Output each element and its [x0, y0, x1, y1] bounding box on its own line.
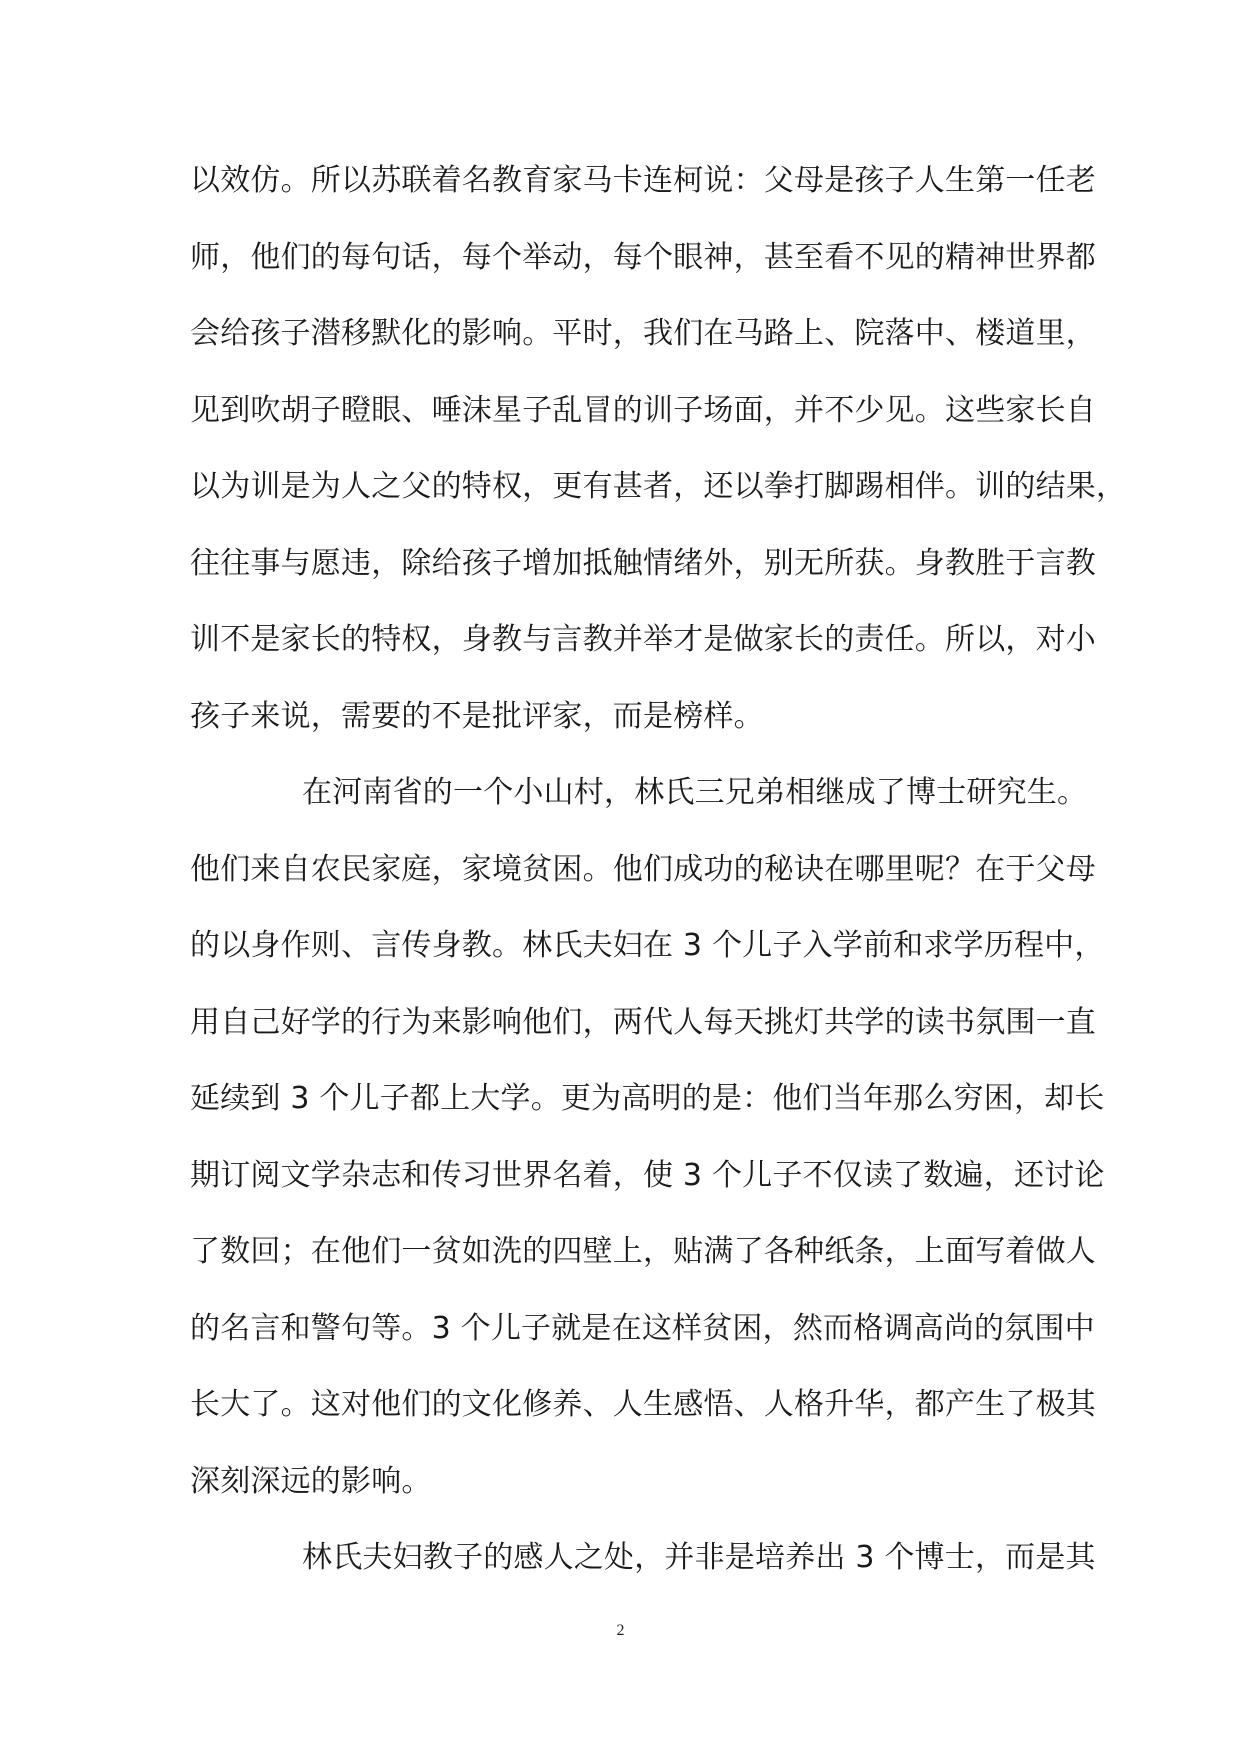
text-line: 了数回；在他们一贫如洗的四壁上，贴满了各种纸条，上面写着做人	[190, 1234, 1096, 1269]
text-line: 长大了。这对他们的文化修养、人生感悟、人格升华，都产生了极其	[190, 1387, 1096, 1422]
text-line: 以为训是为人之父的特权，更有甚者，还以拳打脚踢相伴。训的结果，	[190, 469, 1127, 504]
text-line: 的名言和警句等。3 个儿子就是在这样贫困，然而格调高尚的氛围中	[190, 1310, 1095, 1346]
text-line: 以效仿。所以苏联着名教育家马卡连柯说：父母是孩子人生第一任老	[190, 163, 1096, 198]
text-line: 延续到 3 个儿子都上大学。更为高明的是：他们当年那么穷困，却长	[190, 1081, 1105, 1116]
text-line: 期订阅文学杂志和传习世界名着，使 3 个儿子不仅读了数遍，还讨论	[190, 1157, 1105, 1193]
text-line: 深刻深远的影响。	[190, 1463, 432, 1499]
paragraph-start-line: 在河南省的一个小山村，林氏三兄弟相继成了博士研究生。	[302, 775, 1088, 810]
page-number: 2	[616, 1622, 625, 1639]
text-line: 往往事与愿违，除给孩子增加抵触情绪外，别无所获。身教胜于言教	[190, 545, 1096, 581]
text-line: 他们来自农民家庭，家境贫困。他们成功的秘诀在哪里呢？在于父母	[190, 851, 1096, 887]
body-text	[190, 143, 1127, 1597]
text-line: 训不是家长的特权，身教与言教并举才是做家长的责任。所以，对小	[190, 622, 1096, 657]
text-line: 师，他们的每句话，每个举动，每个眼神，甚至看不见的精神世界都	[190, 239, 1096, 275]
text-line: 用自己好学的行为来影响他们，两代人每天挑灯共学的读书氛围一直	[190, 1004, 1096, 1040]
text-line: 会给孩子潜移默化的影响。平时，我们在马路上、院落中、楼道里，	[190, 316, 1096, 351]
text-line: 孩子来说，需要的不是批评家，而是榜样。	[190, 698, 764, 734]
text-line: 见到吹胡子瞪眼、唾沫星子乱冒的训子场面，并不少见。这些家长自	[190, 392, 1096, 428]
paragraph-start-line: 林氏夫妇教子的感人之处，并非是培养出 3 个博士，而是其	[302, 1540, 1096, 1575]
text-line: 的以身作则、言传身教。林氏夫妇在 3 个儿子入学前和求学历程中，	[190, 928, 1105, 963]
